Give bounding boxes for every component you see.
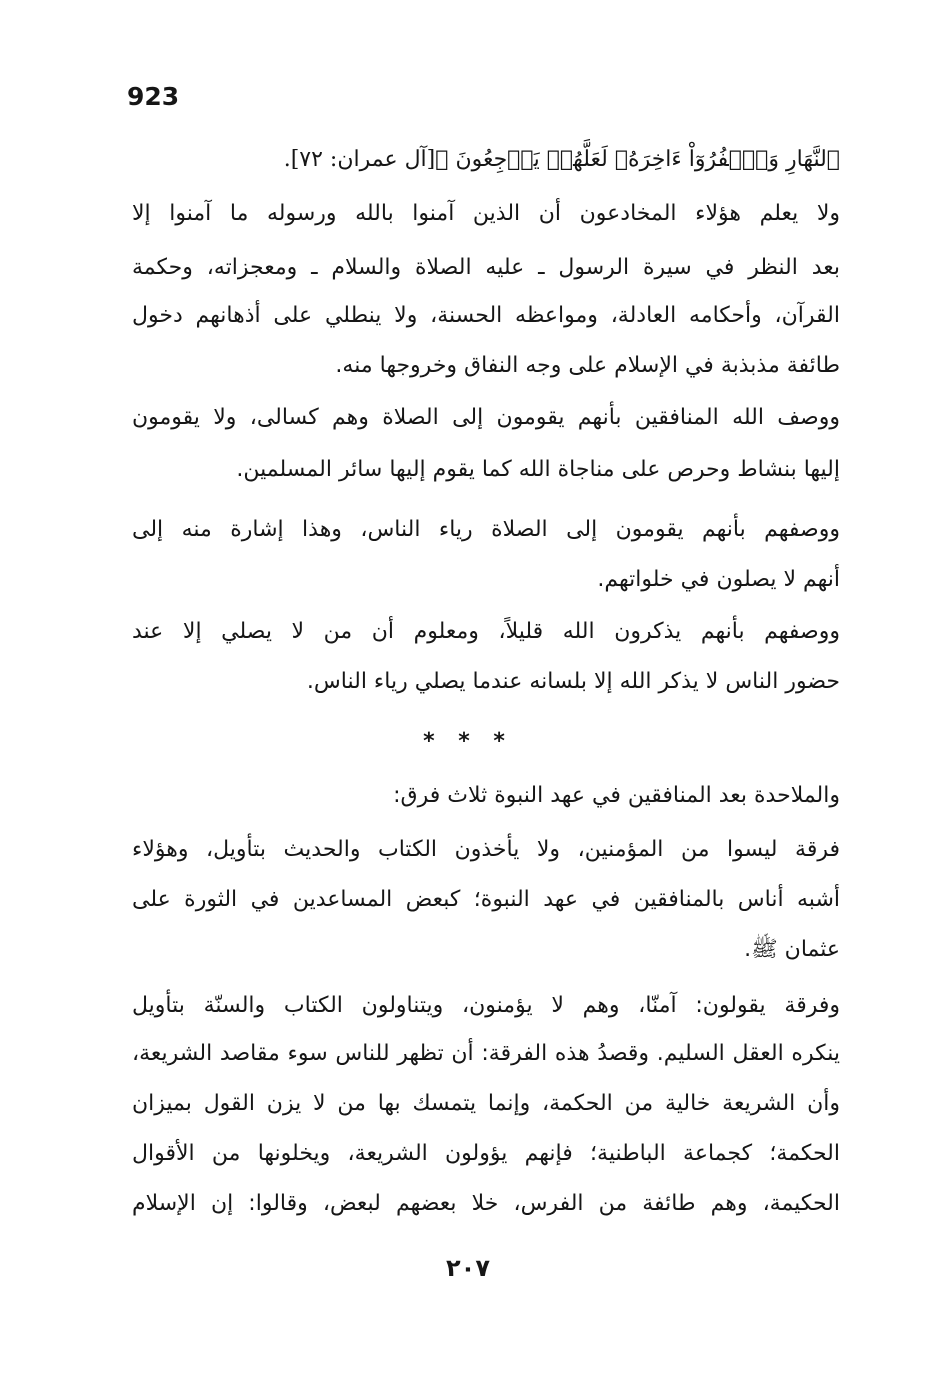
- text-line: ووصفهم بأنهم يذكرون الله قليلاً، ومعلوم أن من لا يصلي إلا عند: [132, 619, 840, 644]
- text-line: وأن الشريعة خالية من الحكمة، وإنما يتمسك بها من لا يزن القول بميزان: [132, 1091, 840, 1116]
- text-line: فرقة ليسوا من المؤمنين، ولا يأخذون الكتاب والحديث بتأويل، وهؤلاء: [132, 837, 840, 862]
- text-line: طائفة مذبذبة في الإسلام على وجه النفاق وخروجها منه.: [335, 353, 840, 378]
- text-line: الحكيمة، وهم طائفة من الفرس، خلا بعضهم لبعض، وقالوا: إن الإسلام: [132, 1191, 840, 1216]
- text-line: حضور الناس لا يذكر الله إلا بلسانه عندما يصلي رياء الناس.: [306, 669, 840, 694]
- text-line: القرآن، وأحكامه العادلة، ومواعظه الحسنة، ولا ينطلي على أذهانهم دخول: [132, 303, 840, 328]
- section-separator: * * *: [423, 729, 513, 754]
- page-number-top: 923: [127, 82, 180, 111]
- text-line: أشبه أناس بالمنافقين في عهد النبوة؛ كبعض المساعدين في الثورة على: [132, 887, 840, 912]
- page-number-bottom: ٢٠٧: [446, 1254, 490, 1282]
- text-line: ولا يعلم هؤلاء المخادعون أن الذين آمنوا بالله ورسوله ما آمنوا إلا: [132, 201, 840, 226]
- text-line: عثمان ﷺ.: [744, 937, 840, 962]
- text-line: وفرقة يقولون: آمنّا، وهم لا يؤمنون، ويتناولون الكتاب والسنّة بتأويل: [132, 993, 840, 1018]
- page-body: [132, 0, 840, 1377]
- text-line: والملاحدة بعد المنافقين في عهد النبوة ثلاث فرق:: [393, 783, 840, 808]
- text-line: الحكمة؛ كجماعة الباطنية؛ فإنهم يؤولون الشريعة، ويخلونها من الأقوال: [132, 1141, 840, 1166]
- text-line: ينكره العقل السليم. وقصدُ هذه الفرقة: أن تظهر للناس سوء مقاصد الشريعة،: [132, 1041, 840, 1066]
- text-line: ووصف الله المنافقين بأنهم يقومون إلى الصلاة وهم كسالى، ولا يقومون: [132, 405, 840, 430]
- verse-line: ﭐﻟﻨَّﻬَﺎﺭِ ﻭَﭐﻛۡﻔُﺮُﻭٓﺍْ ﺀَﺍﺧِﺮَﻩُۥ ﻟَﻌَﻠَّﻬُﻢۡ ﻳَﺮۡﺟِﻌُﻮﻥَ ﴾[آل عمران: ٧٢].: [283, 147, 840, 172]
- text-line: بعد النظر في سيرة الرسول ـ عليه الصلاة والسلام ـ ومعجزاته، وحكمة: [132, 255, 840, 280]
- text-line: ووصفهم بأنهم يقومون إلى الصلاة رياء الناس، وهذا إشارة منه إلى: [132, 517, 840, 542]
- text-line: أنهم لا يصلون في خلواتهم.: [597, 567, 840, 592]
- text-line: إليها بنشاط وحرص على مناجاة الله كما يقوم إليها سائر المسلمين.: [236, 457, 840, 482]
